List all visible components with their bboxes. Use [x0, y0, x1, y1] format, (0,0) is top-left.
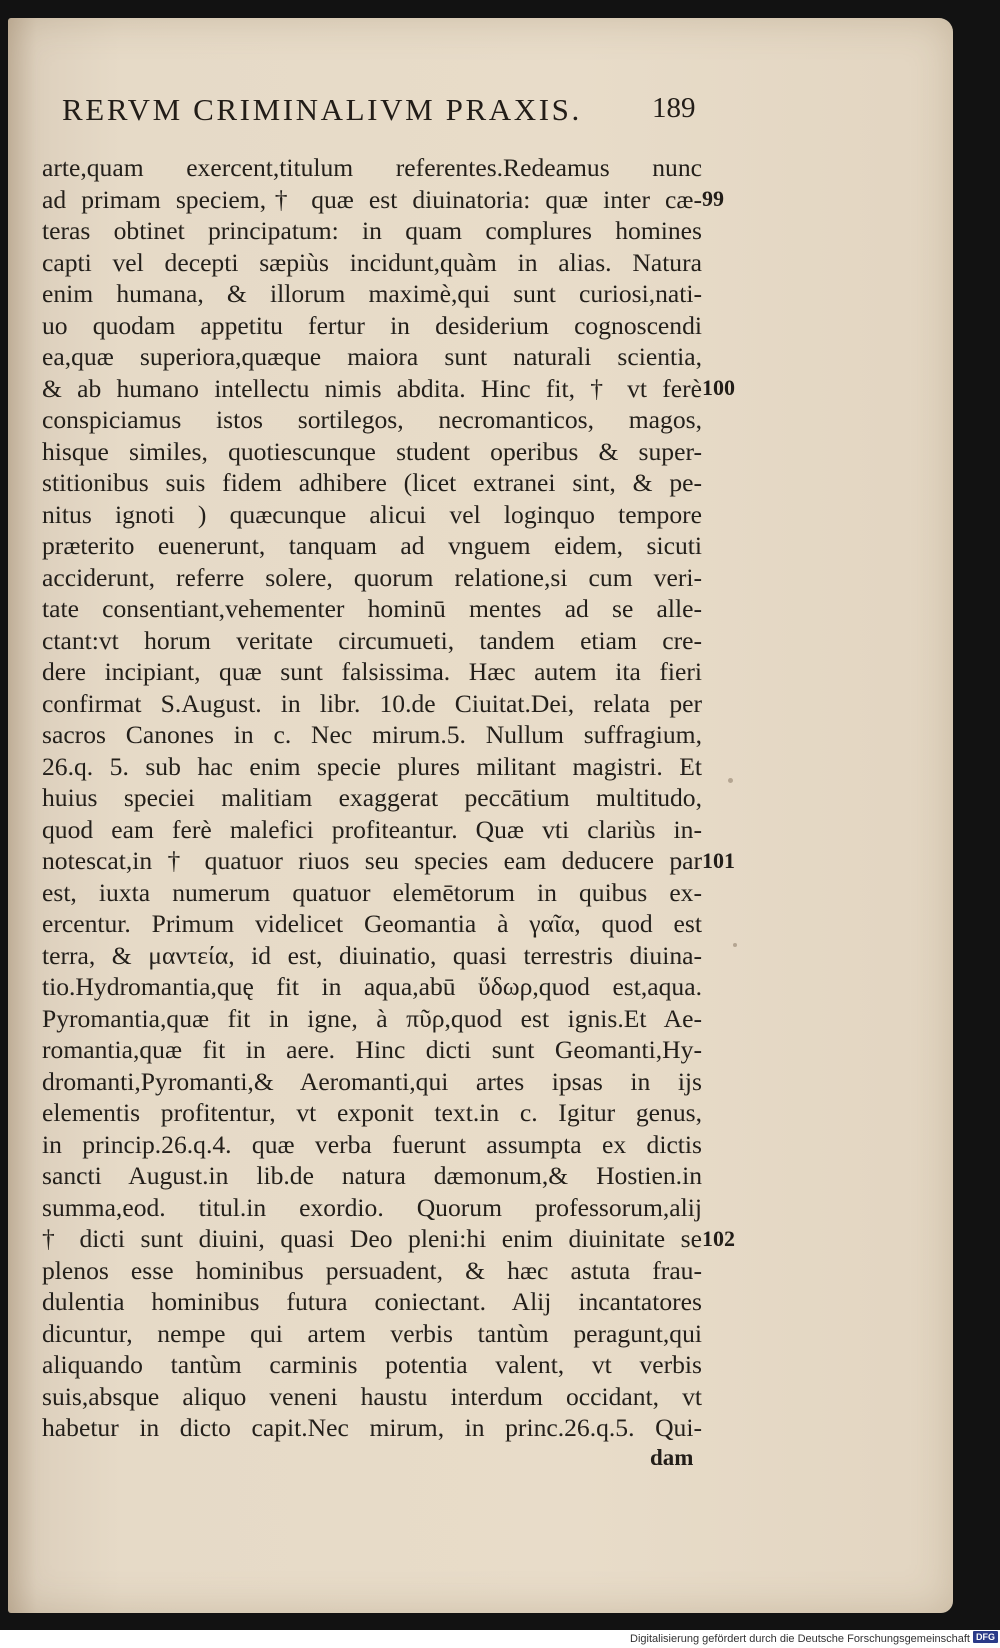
text-line: suis,absque aliquo veneni haustu interdum occidant, vt — [42, 1381, 702, 1411]
text-line: ea,quæ superiora,quæque maiora sunt naturali scientia, — [42, 342, 702, 371]
page-number: 189 — [652, 92, 696, 124]
text-line: dicuntur, nempe qui artem verbis tantùm peragunt,qui — [42, 1318, 702, 1348]
funding-credit: Digitalisierung gefördert durch die Deutsche Forschungsgemeinschaft — [630, 1633, 970, 1645]
text-line: notescat,in † quatuor riuos seu species eam deducere par — [42, 846, 702, 875]
text-line: tate consentiant,vehementer hominū mentes ad se alle- — [42, 594, 702, 623]
text-line: in princip.26.q.4. quæ verba fuerunt assumpta ex dictis — [42, 1129, 702, 1159]
text-line: ctant:vt horum veritate circumueti, tandem etiam cre- — [42, 625, 702, 655]
text-line: romantia,quæ fit in aere. Hinc dicti sunt Geomanti,Hy- — [42, 1035, 702, 1064]
text-line: summa,eod. titul.in exordio. Quorum professorum,alij — [42, 1192, 702, 1222]
text-line: elementis profitentur, vt exponit text.in c. Igitur genus, — [42, 1098, 702, 1127]
text-line: habetur in dicto capit.Nec mirum, in princ.26.q.5. Qui- — [42, 1413, 702, 1442]
text-line: ad primam speciem,† quæ est diuinatoria: quæ inter cæ- — [42, 184, 702, 214]
text-line: acciderunt, referre solere, quorum relatione,si cum veri- — [42, 562, 702, 592]
text-line: uo quodam appetitu fertur in desiderium cognoscendi — [42, 310, 702, 340]
text-line: dromanti,Pyromanti,& Aeromanti,qui artes ipsas in ijs — [42, 1066, 702, 1096]
text-line: capti vel decepti sæpiùs incidunt,quàm in alias. Natura — [42, 247, 702, 277]
text-line: huius speciei malitiam exaggerat peccātium multitudo, — [42, 783, 702, 812]
text-line: hisque similes, quotiescunque student operibus & super- — [42, 436, 702, 466]
text-line: terra, & μαντεία, id est, diuinatio, quasi terrestris diuina- — [42, 940, 702, 970]
text-line: † dicti sunt diuini, quasi Deo pleni:hi enim diuinitate se — [42, 1224, 702, 1253]
catchword: dam — [650, 1445, 694, 1470]
text-line: arte,quam exercent,titulum referentes.Redeamus nunc — [42, 153, 702, 182]
text-line: & ab humano intellectu nimis abdita. Hinc fit, † vt ferè — [42, 373, 702, 403]
text-line: præterito euenerunt, tanquam ad vnguem eidem, sicuti — [42, 531, 702, 560]
text-line: conspiciamus istos sortilegos, necromanticos, magos, — [42, 405, 702, 434]
running-head: RERVM CRIMINALIVM PRAXIS. — [62, 92, 582, 127]
margin-note: 100 — [702, 375, 735, 400]
dfg-logo: DFG — [973, 1631, 998, 1643]
text-line: quod eam ferè malefici profiteantur. Quæ vti clariùs in- — [42, 814, 702, 844]
text-line: sancti August.in lib.de natura dæmonum,& Hostien.in — [42, 1161, 702, 1190]
text-line: stitionibus suis fidem adhibere (licet extranei sint, & pe- — [42, 468, 702, 497]
margin-note: 102 — [702, 1226, 735, 1251]
text-line: dere incipiant, quæ sunt falsissima. Hæc autem ita fieri — [42, 657, 702, 686]
text-line: est, iuxta numerum quatuor elemētorum in quibus ex- — [42, 877, 702, 907]
text-line: sacros Canones in c. Nec mirum.5. Nullum suffragium, — [42, 720, 702, 749]
text-line: 26.q. 5. sub hac enim specie plures militant magistri. Et — [42, 751, 702, 781]
text-line: aliquando tantùm carminis potentia valent, vt verbis — [42, 1350, 702, 1379]
margin-note: 99 — [702, 186, 724, 211]
paper-stain — [733, 943, 737, 947]
margin-note: 101 — [702, 848, 735, 873]
paper-stain — [728, 778, 733, 783]
text-line: ercentur. Primum videlicet Geomantia à γαῖα, quod est — [42, 909, 702, 938]
text-line: plenos esse hominibus persuadent, & hæc astuta frau- — [42, 1255, 702, 1285]
text-line: dulentia hominibus futura coniectant. Alij incantatores — [42, 1287, 702, 1316]
text-line: Pyromantia,quæ fit in igne, à πῦρ,quod est ignis.Et Ae- — [42, 1003, 702, 1033]
text-line: tio.Hydromantia,quę fit in aqua,abū ὕδωρ,quod est,aqua. — [42, 972, 702, 1001]
text-line: enim humana, & illorum maximè,qui sunt curiosi,nati- — [42, 279, 702, 308]
text-line: teras obtinet principatum: in quam complures homines — [42, 216, 702, 245]
body-text — [42, 152, 702, 1444]
text-line: confirmat S.August. in libr. 10.de Ciuitat.Dei, relata per — [42, 688, 702, 718]
text-line: nitus ignoti ) quæcunque alicui vel loginquo tempore — [42, 499, 702, 529]
